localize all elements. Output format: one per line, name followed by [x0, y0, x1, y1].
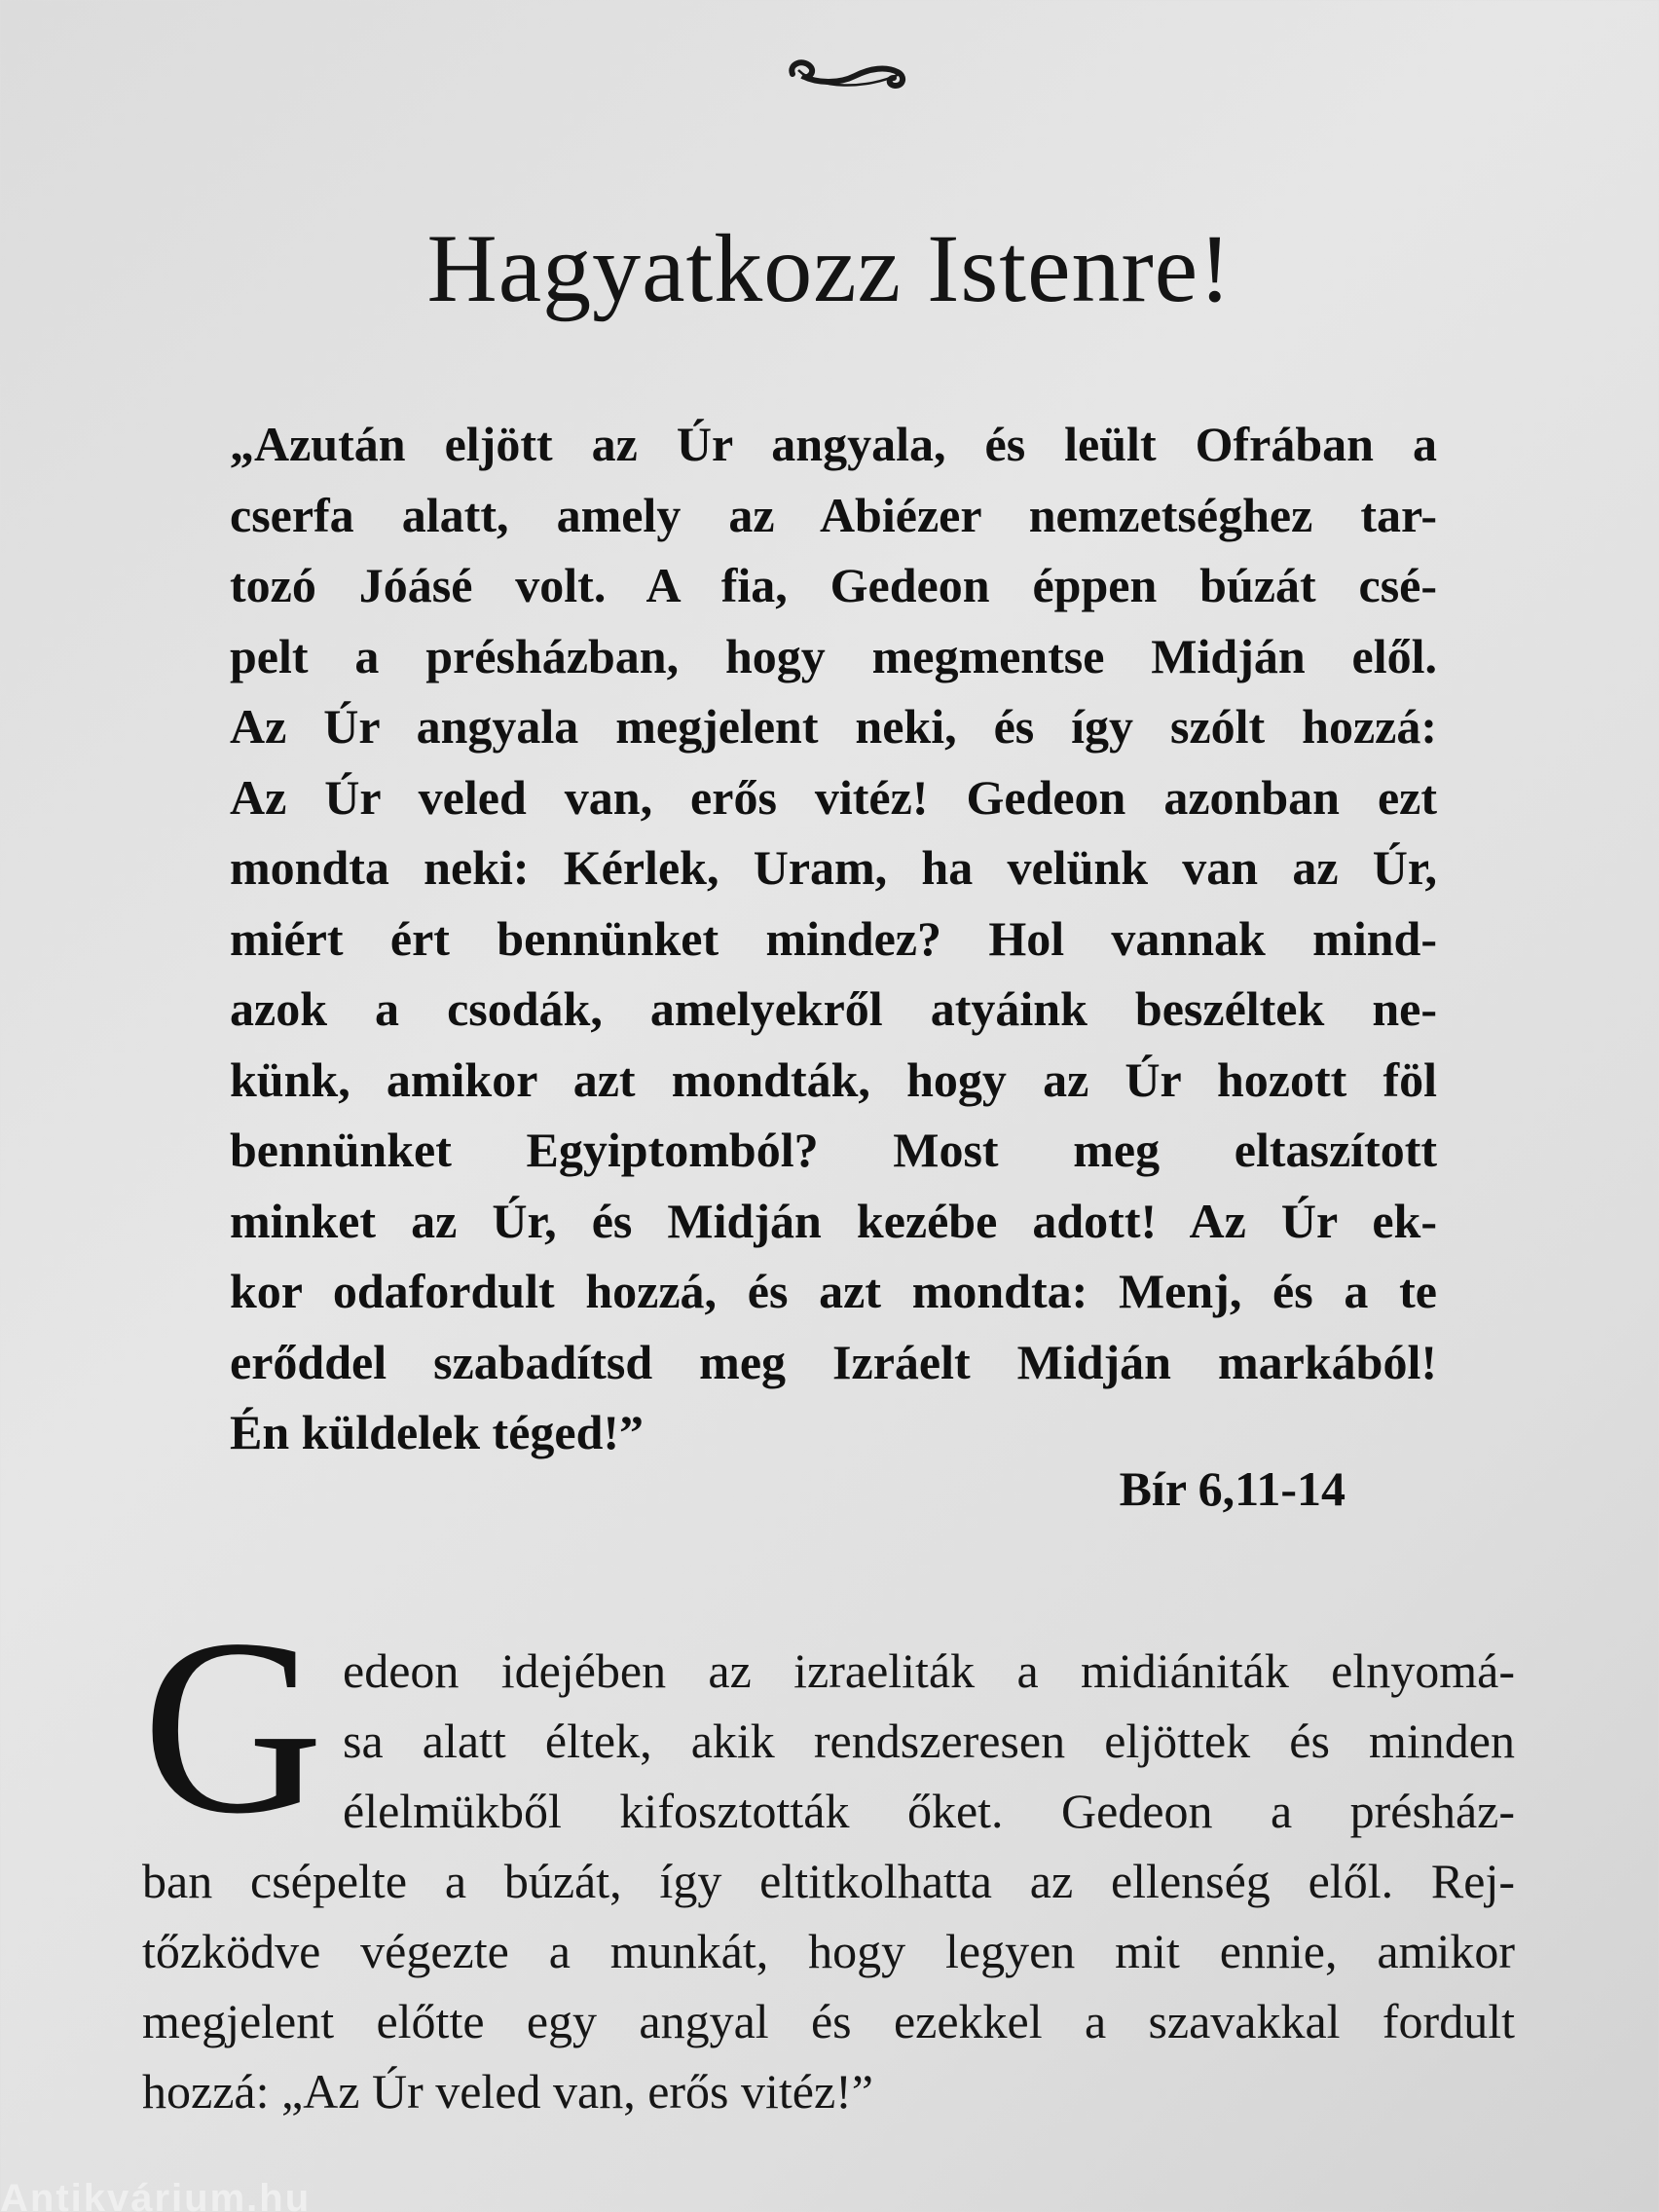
quote-line: kor odafordult hozzá, és azt mondta: Menj, és a te — [230, 1264, 1437, 1318]
body-line: edeon idejében az izraeliták a midiániták elnyomá- — [343, 1643, 1515, 1698]
quote-line: „Azután eljött az Úr angyala, és leült Ofrában a — [230, 417, 1437, 471]
body-line: tőzködve végezte a munkát, hogy legyen mit ennie, amikor — [142, 1924, 1515, 1978]
quote-line: pelt a présházban, hogy megmentse Midján elől. — [230, 628, 1437, 683]
quote-line: Én küldelek téged!” — [230, 1405, 645, 1459]
page-title: Hagyatkozz Istenre! — [426, 214, 1233, 322]
body-line: hozzá: „Az Úr veled van, erős vitéz!” — [142, 2064, 874, 2119]
body-line: megjelent előtte egy angyal és ezekkel a szavakkal fordult — [142, 1994, 1515, 2048]
quote-line: erőddel szabadítsd meg Izráelt Midján markából! — [230, 1334, 1437, 1389]
body-line: ban csépelte a búzát, így eltitkolhatta az ellenség elől. Rej- — [142, 1854, 1515, 1908]
quote-line: minket az Úr, és Midján kezébe adott! Az Úr ek- — [230, 1193, 1437, 1248]
body-paragraph — [142, 1636, 1515, 2126]
watermark: Antikvárium.hu — [0, 2177, 312, 2212]
quote-line: Az Úr angyala megjelent neki, és így szólt hozzá: — [230, 699, 1437, 754]
quote-line: miért ért bennünket mindez? Hol vannak mind- — [230, 910, 1437, 966]
quote-line: künk, amikor azt mondták, hogy az Úr hozott föl — [230, 1051, 1437, 1107]
quote-line: bennünket Egyiptomból? Most meg eltaszított — [230, 1123, 1437, 1177]
quote-line: cserfa alatt, amely az Abiézer nemzetséghez tar- — [230, 487, 1437, 542]
scripture-reference: Bír 6,11-14 — [1119, 1461, 1346, 1516]
scripture-quote — [230, 409, 1437, 1468]
quote-line: mondta neki: Kérlek, Uram, ha velünk van az Úr, — [230, 840, 1437, 895]
swash-ornament-icon — [779, 51, 915, 99]
drop-cap: G — [142, 1587, 324, 1865]
body-line: élelmükből kifosztották őket. Gedeon a présház- — [343, 1784, 1515, 1838]
quote-line: Az Úr veled van, erős vitéz! Gedeon azonban ezt — [230, 769, 1437, 825]
body-line: sa alatt éltek, akik rendszeresen eljöttek és minden — [343, 1714, 1515, 1768]
quote-line: tozó Jóásé volt. A fia, Gedeon éppen búzát csé- — [230, 558, 1437, 612]
quote-line: azok a csodák, amelyekről atyáink beszéltek ne- — [230, 981, 1437, 1036]
